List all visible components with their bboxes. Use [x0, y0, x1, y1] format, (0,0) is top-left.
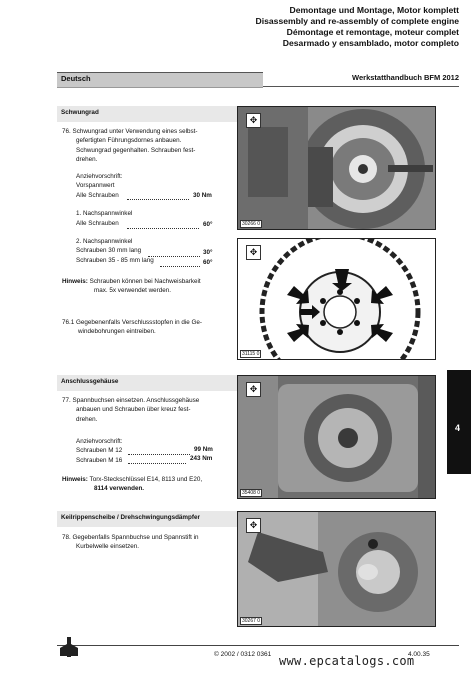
- spec-block-76: Anziehvorschrift: Vorspannwert Alle Schrauben 1. Nachspannwinkel Alle Schrauben 2. Nachspannwinkel Schrauben 30 mm lang Schrauben 35 - 85 mm lang: [76, 173, 154, 264]
- top-rule: [263, 86, 459, 87]
- handbook-title: Werkstatthandbuch BFM 2012: [352, 73, 459, 82]
- section-title-schwungrad: Schwungrad: [61, 109, 99, 116]
- figure-number: 30266 0: [242, 221, 261, 227]
- angle-value: 30°: [203, 249, 213, 256]
- spec-block-77: Anziehvorschrift: Schrauben M 12 Schrauben M 16: [76, 438, 123, 464]
- crankshaft-pin-illustration: [238, 512, 435, 626]
- figure-number: 35408 0: [242, 490, 261, 496]
- figure-crankshaft-pin: [237, 511, 436, 627]
- header-title-en: Disassembly and re-assembly of complete engine: [255, 16, 459, 26]
- leader-dots: [148, 250, 200, 257]
- figure-housing-install: [237, 375, 436, 499]
- step-77-text: 77. Spannbuchsen einsetzen. Anschlussgehäuse anbauen und Schrauben über kreuz fest- drehen.: [62, 397, 200, 423]
- language-bar: [57, 72, 263, 88]
- step-76-text: 76. Schwungrad unter Verwendung eines selbst- gefertigten Führungsdornes anbauen. Schwungrad gegenhalten. Schrauben fest- drehen.: [62, 128, 198, 164]
- figure-flywheel-install: [237, 106, 436, 230]
- note-76: Hinweis: Schrauben können bei Nachweisbarkeit max. 5x verwendet werden.: [62, 278, 201, 295]
- figure-flywheel-bolt-diagram: [237, 238, 436, 360]
- header-title-fr: Démontage et remontage, moteur complet: [286, 27, 459, 37]
- language-label: Deutsch: [61, 74, 91, 83]
- torque-value: 243 Nm: [190, 455, 213, 462]
- deutz-logo-icon: [58, 636, 80, 658]
- figure-number: 31115 0: [242, 351, 260, 357]
- angle-value: 60°: [203, 221, 213, 228]
- flywheel-bolt-diagram: [238, 239, 435, 359]
- section-title-keilrippen: Keilrippenscheibe / Drehschwingungsdämpfer: [61, 514, 200, 521]
- angle-value: 60°: [203, 259, 213, 266]
- housing-install-illustration: [238, 376, 435, 498]
- torque-value: 99 Nm: [194, 446, 213, 453]
- leader-dots: [127, 193, 189, 200]
- leader-dots: [128, 448, 190, 455]
- figure-number: 30267 0: [242, 618, 261, 624]
- footer-rule: [57, 645, 459, 646]
- torque-value: 30 Nm: [193, 192, 212, 199]
- footer-page-number: 4.00.35: [408, 651, 430, 658]
- figure-symbol-icon: ✥: [246, 245, 261, 260]
- section-title-anschluss: Anschlussgehäuse: [61, 378, 119, 385]
- leader-dots: [160, 260, 200, 267]
- note-77: Hinweis: Torx-Steckschlüssel E14, 8113 und E20, 8114 verwenden.: [62, 476, 203, 493]
- step-78-text: 78. Gegebenfalls Spannbuchse und Spannstift in Kurbelwelle einsetzen.: [62, 534, 199, 551]
- header-title-es: Desarmado y ensamblado, motor completo: [282, 38, 459, 48]
- chapter-tab: 4: [447, 370, 471, 474]
- figure-symbol-icon: ✥: [246, 382, 261, 397]
- flywheel-install-illustration: [238, 107, 435, 229]
- footer-copyright: © 2002 / 0312 0361: [214, 651, 272, 658]
- leader-dots: [127, 222, 199, 229]
- watermark-text: www.epcatalogs.com: [279, 654, 415, 668]
- figure-symbol-icon: ✥: [246, 113, 261, 128]
- leader-dots: [128, 457, 186, 464]
- header-title-de: Demontage und Montage, Motor komplett: [289, 5, 459, 15]
- figure-symbol-icon: ✥: [246, 518, 261, 533]
- step-76-1-text: 76.1 Gegebenenfalls Verschlussstopfen in die Ge- windebohrungen eintreiben.: [62, 319, 203, 336]
